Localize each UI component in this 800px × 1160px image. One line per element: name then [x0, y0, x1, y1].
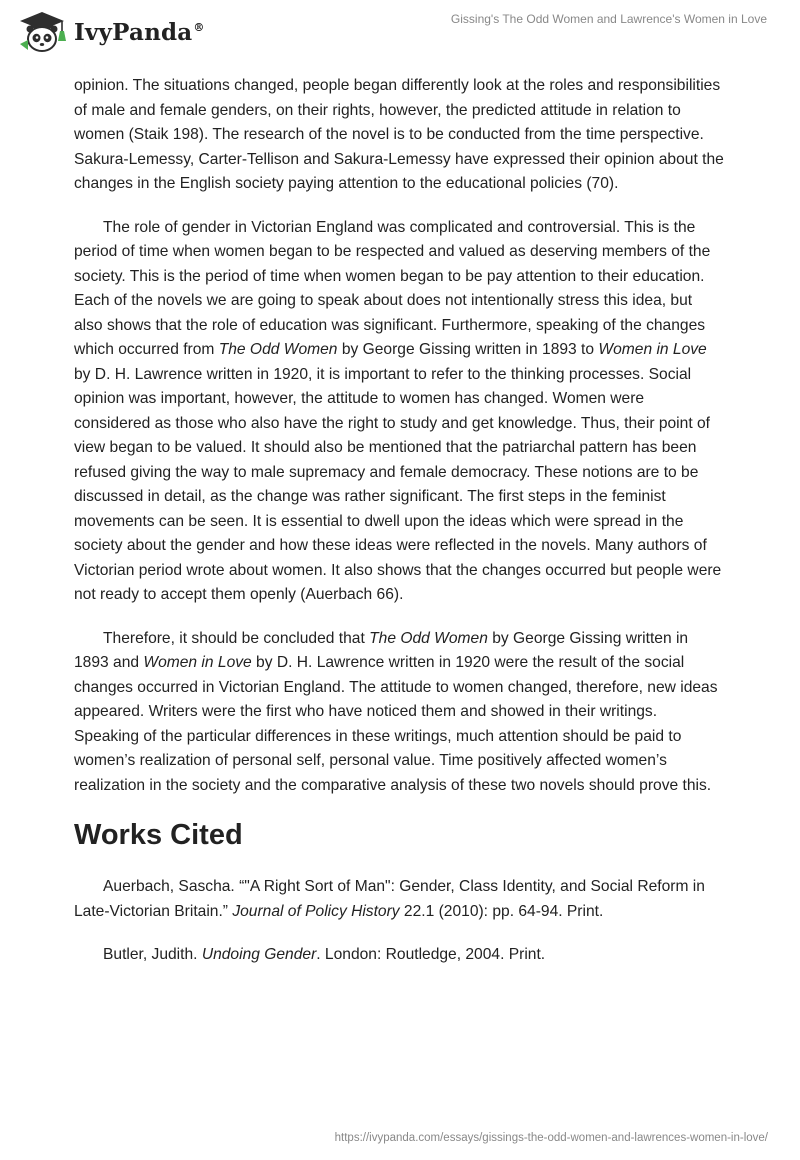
- citation-book-title: Undoing Gender: [201, 946, 317, 963]
- essay-body: [74, 74, 724, 987]
- citation-entry: [74, 875, 724, 924]
- citation-text: Butler, Judith.: [103, 946, 202, 963]
- page-header: [0, 0, 800, 60]
- panda-graduation-cap-icon: [16, 10, 68, 54]
- source-url[interactable]: https://ivypanda.com/essays/gissings-the-odd-women-and-lawrences-women-in-love/: [334, 1132, 768, 1144]
- paragraph-2-text-c: by George Gissing written in 1893 to: [337, 341, 599, 358]
- paragraph-2-text-e: by D. H. Lawrence written in 1920, it is important to refer to the thinking processes. Social opinion was important, however, the attitude to women has changed. Women were considered as those who also have the right to study and get knowledge. Thus, their point of view began to be valued. It should also be mentioned that the patriarchal pattern has been refused giving the way to male supremacy and female democracy. These notions are to be discussed in detail, as the change was rather significant. The first steps in the feminist movements can be seen. It is essential to dwell upon the ideas which were spread in the society about the gender and how these ideas were reflected in the novels. Many authors of Victorian period wrote about women. It also shows that the changes occurred but people were not ready to accept them openly (Auerbach 66).: [74, 365, 722, 603]
- paragraph-2-text-a: The role of gender in Victorian England was complicated and controversial. This is the period of time when women began to be respected and valued as deserving members of the society. This is the period of time when women began to be pay attention to their education. Each of the novels we are going to speak about does not intentionally stress this idea, but also shows that the role of education was significant. Furthermore, speaking of the changes which occurred from: [74, 218, 711, 358]
- paragraph-2: [74, 216, 724, 608]
- citation-text: 22.1 (2010): pp. 64-94. Print.: [399, 902, 604, 920]
- paragraph-1: opinion. The situations changed, people began differently look at the roles and responsibilities of male and female genders, on their rights, however, the predicted attitude in relation to women (Staik 198). The research of the novel is to be conducted from the time perspective. Sakura-Lemessy, Carter-Tellison and Sakura-Lemessy have expressed their opinion about the changes in the English society paying attention to the educational policies (70).: [74, 77, 724, 192]
- paragraph-3-text-e: by D. H. Lawrence written in 1920 were the result of the social changes occurred in Victorian England. The attitude to women changed, therefore, new ideas appeared. Writers were the first who have noticed them and showed in their writings. Speaking of the particular differences in these writings, much attention should be paid to women’s realization of personal self, personal value. Time positively affected women’s realization in the society and the comparative analysis of these two novels should prove this.: [74, 654, 718, 794]
- paragraph-3-text-a: Therefore, it should be concluded that: [103, 629, 370, 647]
- citation-text: . London: Routledge, 2004. Print.: [316, 946, 546, 963]
- brand-logo[interactable]: [16, 10, 205, 54]
- registered-mark: ®: [193, 20, 205, 34]
- works-cited-heading: Works Cited: [74, 819, 243, 851]
- citation-text: Auerbach, Sascha. “"A Right Sort of Man": Gender, Class Identity, and Social Reform in Late-Victorian Britain.”: [74, 878, 705, 920]
- citation-journal: Journal of Policy History: [232, 902, 400, 920]
- novel-title-women-in-love: Women in Love: [143, 654, 252, 671]
- paragraph-3-text-c: by George Gissing written in 1893 and: [74, 629, 689, 671]
- paragraph-3: [74, 627, 724, 799]
- novel-title-odd-women: The Odd Women: [218, 341, 338, 358]
- document-title: Gissing's The Odd Women and Lawrence's Women in Love: [450, 12, 767, 26]
- novel-title-women-in-love: Women in Love: [598, 341, 707, 358]
- brand-name: IvyPanda®: [74, 18, 205, 46]
- novel-title-odd-women: The Odd Women: [369, 629, 488, 647]
- citation-entry: [74, 943, 724, 968]
